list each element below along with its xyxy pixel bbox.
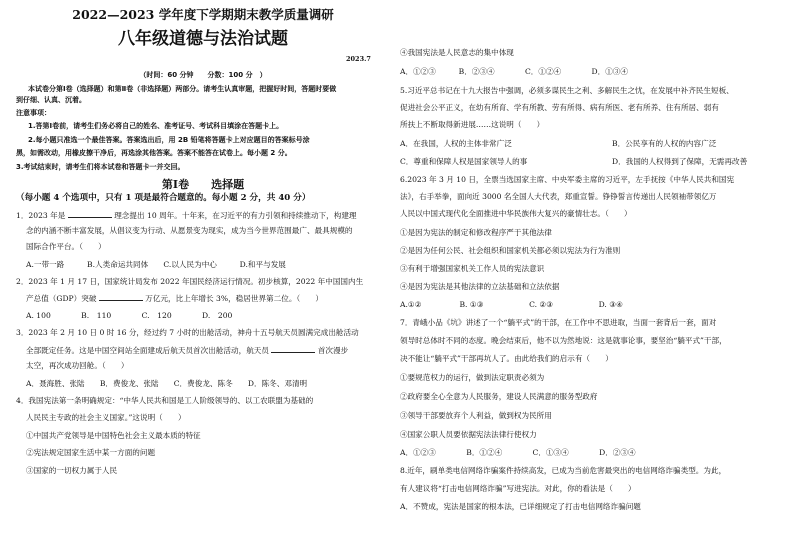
q3-line2 [26,345,348,356]
q1-blank [68,210,112,218]
q1-line1 [16,210,357,221]
q2-line1: 2．2023 年 1 月 17 日，国家统计局发布 2022 年国民经济运行情况。初步核算，2022 年中国国内生 [16,277,364,286]
q7-statement1: ①要规范权力的运行，做到法定职责必须为 [400,373,545,382]
q6-statement4: ④是因为宪法是其他法律的立法基础和立法依据 [400,282,560,291]
q6-line1: 6.2023 年 3 月 10 日，全票当选国家主席、中央军委主席的习近平，左手抚按《中华人民共和国宪 [400,175,735,184]
q6-statement3: ③有利于增强国家机关工作人员的宪法意识 [400,264,545,273]
q8-line1: 8.近年，刷单类电信网络诈骗案件持续高发，已成为当前危害最突出的电信网络诈骗类型。为此， [400,466,727,475]
q4-statement3: ③国家的一切权力属于人民 [26,466,118,475]
q7-line1: 7．青峨小品《坑》讲述了一个“躺平式”的干部，在工作中不思进取，当面一套背后一套，面对 [400,318,717,327]
q4-line1: 4．我国宪法第一条明确规定：“中华人民共和国是工人阶级领导的、以工农联盟为基础的 [16,396,314,405]
exam-title-line2: 八年级道德与法治试题 [118,29,288,49]
q5-line1: 5.习近平总书记在十九大报告中强调，必须多谋民生之利、多解民生之忧，在发展中补齐民生短板、 [400,86,734,95]
q2-options: A. 100 B. 110 C. 120 D. 200 [26,311,233,320]
q5-option-b: B．公民享有的人权的内容广泛 [612,139,717,148]
exam-title-line1: 2022—2023 学年度下学期期末教学质量调研 [72,7,334,22]
q7-options: A．①②③ B．①②④ C．①③④ D．②③④ [400,448,636,457]
intro-line2: 到仔细、认真、沉着。 [16,96,86,104]
q6-line3: 人民以中国式现代化全面推进中华民族伟大复兴的豪情壮志。（ ） [400,209,632,218]
q5-option-a: A．在我国，人权的主体非常广泛 [400,139,512,148]
q8-line2: 有人建议将“打击电信网络诈骗”写进宪法。对此，你的看法是（ ） [400,484,636,493]
q6-line2: 法》，右手举拳，面向近 3000 名全国人大代表，郑重宣誓。铮铮誓言传递出人民领袖带领亿万 [400,192,717,201]
q3-prefix: 全部既定任务。这是中国空间站全面建成后航天员首次出舱活动，航天员 [26,346,269,355]
section1-title: 第Ⅰ卷 选择题 [161,178,245,191]
note-3: 3.考试结束时，请考生们将本试卷和答题卡一并交回。 [16,163,185,171]
q3-options: A．聂海胜、张陆 B．费俊龙、张陆 C．费俊龙、陈冬 D．陈冬、邓清明 [26,379,308,388]
q1-rest: 理念提出 10 周年。十年来，在习近平的有力引领和持续推动下，构建理 [114,211,357,220]
q3-rest: 首次漫步 [317,346,349,355]
q1-line3: 国际合作平台。（ ） [26,242,106,251]
note-2b: 黑，如需改动，用橡皮擦干净后，再选涂其他答案。答案不能答在试卷上。每小题 2 分。 [16,149,292,157]
q4-statement1: ①中国共产党领导是中国特色社会主义最本质的特征 [26,431,201,440]
exam-date: 2023.7 [346,55,371,63]
q4-line2: 人民民主专政的社会主义国家。”这说明（ ） [26,413,186,422]
notes-title: 注意事项： [16,109,51,117]
q3-blank [271,345,315,353]
q7-statement2: ②政府要全心全意为人民服务，建设人民满意的服务型政府 [400,392,598,401]
q6-statement2: ②是因为任何公民、社会组织和国家机关都必须以宪法为行为准则 [400,246,621,255]
q8-option-a: A．不赞成，宪法是国家的根本法，已详细规定了打击电信网络诈骗问题 [400,502,641,511]
q3-line3: 太空，再次成功回舱。（ ） [26,361,129,370]
q4-options: A．①②③ B．②③④ C．①②④ D．①③④ [400,67,628,76]
q4-statement2: ②宪法规定国家生活中某一方面的问题 [26,448,156,457]
q2-prefix: 产总值（GDP）突破 [26,294,97,303]
intro-line1: 本试卷分第Ⅰ卷（选择题）和第Ⅱ卷（非选择题）两部分。请考生认真审题，把握好时间，答题时要做 [28,85,337,93]
q5-option-d: D．我国的人权得到了保障，无需再改善 [612,157,748,166]
q1-prefix: 1．2023 年是 [16,211,66,220]
note-2a: 2.每小题只准选一个最佳答案。答案选出后，用 2B 铅笔将答题卡上对应题目的答案标号涂 [28,136,310,144]
q4-statement4: ④我国宪法是人民意志的集中体现 [400,48,514,57]
section1-subtitle: （每小题 4 个选项中，只有 1 项是最符合题意的。每小题 2 分，共 40 分） [16,193,311,203]
q2-line2 [26,293,323,304]
q1-line2: 念的内涵不断丰富发展，从倡议变为行动、从愿景变为现实，成为当今世界范围最广、最具规模的 [26,226,353,235]
q2-blank [99,293,143,301]
q7-line2: 领导时总体时不同的态度。晚会结束后，他不以为然地说：这是就事论事，要坚治“躺平式”干部， [400,336,727,345]
q1-options: A.一带一路 B.人类命运共同体 C.以人民为中心 D.和平与发展 [26,260,286,269]
q7-statement4: ④国家公职人员要依据宪法法律行使权力 [400,430,537,439]
time-score: （时间：60 分钟 分数：100 分 ） [139,71,267,79]
q5-option-c: C．尊重和保障人权是国家领导人的事 [400,157,528,166]
q2-rest: 万亿元，比上年增长 3%，稳居世界第二位。（ ） [145,294,323,303]
q7-statement3: ③领导干部要放弃个人利益，做到权为民所用 [400,411,552,420]
q6-statement1: ①是因为宪法的制定和修改程序严于其他法律 [400,228,552,237]
q7-line3: 决不能让“躺平式”干部再坑人了。由此给我们的启示有（ ） [400,354,613,363]
q3-line1: 3．2023 年 2 月 10 日 0 时 16 分，经过约 7 小时的出舱活动，神舟十五号航天员圆满完成出舱活动 [16,328,359,337]
q6-options: A.①② B. ①③ C. ②③ D. ③④ [400,300,623,309]
q5-line2: 促进社会公平正义，在幼有所育、学有所教、劳有所得、病有所医、老有所养、住有所居、弱有 [400,103,719,112]
q5-line3: 所扶上不断取得新进展……这说明（ ） [400,120,545,129]
note-1: 1.答第Ⅰ卷前，请考生们务必将自己的姓名、准考证号、考试科目填涂在答题卡上。 [28,122,284,130]
